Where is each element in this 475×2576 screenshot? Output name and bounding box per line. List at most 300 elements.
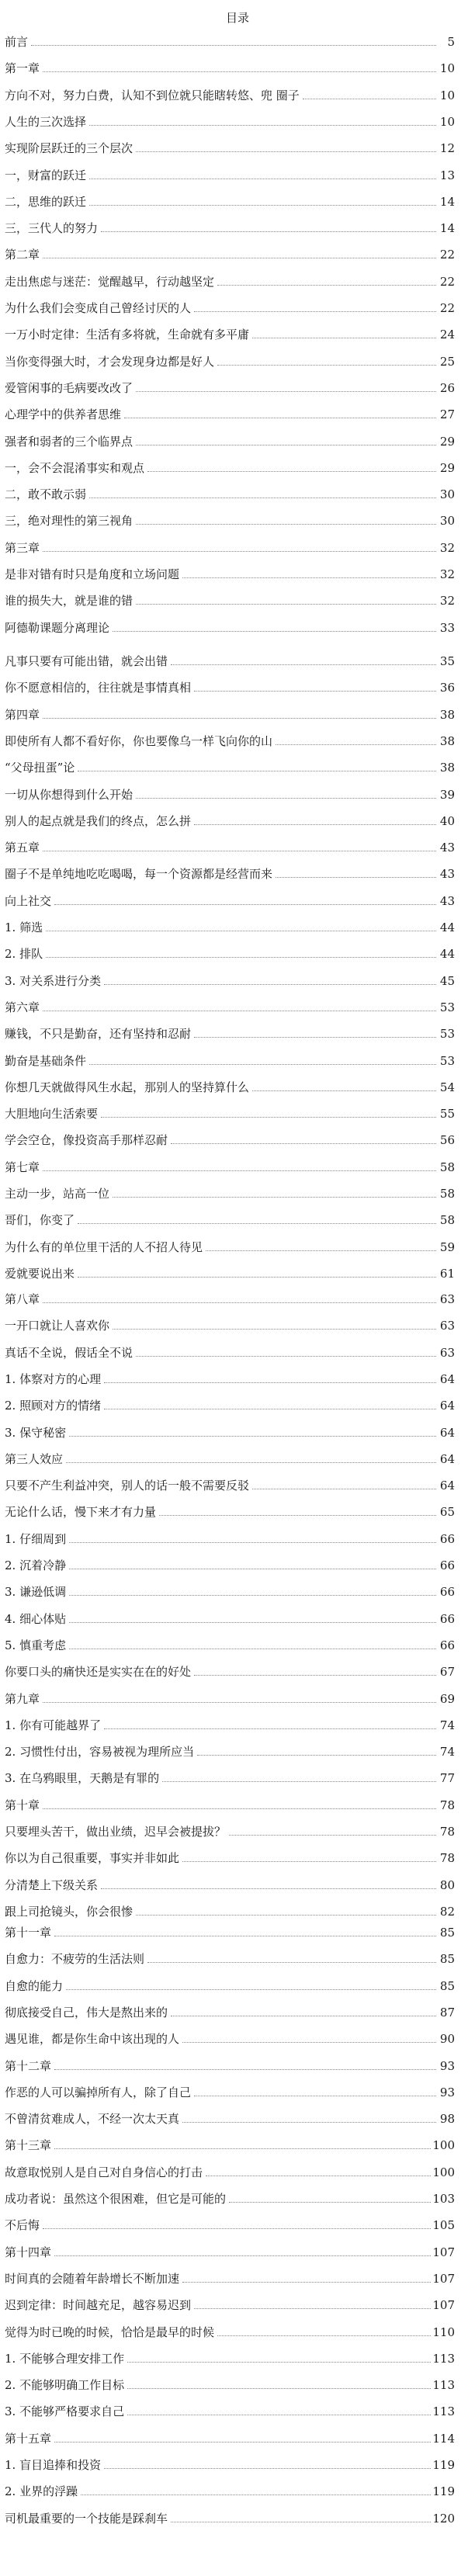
toc-entry[interactable] — [5, 647, 455, 669]
toc-leader-dots — [101, 1888, 436, 1889]
toc-entry-label: 大胆地向生活索要 — [5, 1107, 99, 1121]
toc-entry-page-number: 77 — [439, 1771, 455, 1785]
toc-entry-page-number: 78 — [439, 1851, 455, 1865]
toc-entry-page-number: 10 — [439, 115, 455, 129]
toc-entry-page-number: 103 — [432, 2192, 455, 2206]
toc-leader-dots — [136, 524, 436, 525]
toc-entry-page-number: 64 — [439, 1372, 455, 1386]
toc-entry[interactable] — [5, 1073, 455, 1095]
toc-entry-page-number: 110 — [432, 2325, 455, 2339]
toc-entry-label: 第十五章 — [5, 2432, 52, 2446]
toc-leader-dots — [194, 691, 436, 692]
toc-entry-page-number: 5 — [447, 35, 455, 49]
toc-entry-page-number: 63 — [439, 1346, 455, 1360]
toc-entry[interactable] — [5, 2078, 455, 2100]
toc-entry[interactable] — [5, 807, 455, 829]
toc-entry[interactable] — [5, 2371, 455, 2393]
toc-leader-dots — [217, 365, 436, 366]
toc-leader-dots — [89, 205, 436, 206]
toc-entry-label: 分清楚上下级关系 — [5, 1878, 99, 1892]
toc-entry[interactable] — [5, 1498, 455, 1520]
toc-entry-label: 第一章 — [5, 61, 40, 75]
toc-entry[interactable] — [5, 28, 455, 50]
toc-entry[interactable] — [5, 1738, 455, 1760]
toc-entry-label: 1. 筛选 — [5, 920, 43, 934]
toc-entry[interactable] — [5, 1791, 455, 1813]
toc-entry-label: 1. 盲目追捧和投资 — [5, 2458, 102, 2472]
toc-entry[interactable] — [5, 1126, 455, 1148]
toc-entry-label: 第九章 — [5, 1692, 40, 1706]
toc-entry-page-number: 119 — [432, 2458, 455, 2472]
toc-entry[interactable] — [5, 454, 455, 476]
toc-entry-page-number: 32 — [439, 567, 455, 581]
toc-entry-page-number: 64 — [439, 1426, 455, 1440]
toc-leader-dots — [113, 1329, 436, 1330]
toc-entry-page-number: 61 — [439, 1267, 455, 1281]
toc-entry-label: 觉得为时已晚的时候，恰恰是最早的时候 — [5, 2325, 215, 2339]
toc-entry-page-number: 113 — [432, 2404, 455, 2418]
toc-entry[interactable] — [5, 2265, 455, 2287]
toc-entry[interactable] — [5, 887, 455, 909]
toc-leader-dots — [101, 1117, 436, 1118]
toc-entry[interactable] — [5, 674, 455, 695]
toc-leader-dots — [229, 2202, 431, 2203]
toc-entry-page-number: 32 — [439, 541, 455, 555]
toc-leader-dots — [89, 125, 436, 126]
toc-leader-dots — [43, 718, 436, 719]
toc-entry-label: 1. 仔细周到 — [5, 1532, 67, 1546]
toc-leader-dots — [182, 2042, 436, 2043]
toc-entry-label: 2. 不能够明确工作目标 — [5, 2378, 125, 2392]
toc-entry-page-number: 25 — [439, 355, 455, 369]
toc-entry-label: 作恶的人可以骗掉所有人，除了自己 — [5, 2085, 192, 2099]
toc-entry-page-number: 33 — [439, 621, 455, 635]
toc-entry[interactable] — [5, 940, 455, 962]
toc-entry-page-number: 107 — [432, 2245, 455, 2259]
toc-entry[interactable] — [5, 480, 455, 502]
toc-leader-dots — [136, 445, 436, 446]
toc-entry[interactable] — [5, 1285, 455, 1307]
toc-entry[interactable] — [5, 400, 455, 422]
toc-entry-label: 前言 — [5, 35, 29, 49]
toc-entry[interactable] — [5, 1631, 455, 1653]
toc-entry-label: 勤奋是基础条件 — [5, 1054, 87, 1068]
toc-entry[interactable] — [5, 1020, 455, 1042]
toc-entry-page-number: 65 — [439, 1505, 455, 1519]
toc-entry-label: 5. 慎重考虑 — [5, 1638, 67, 1652]
toc-entry-page-number: 14 — [439, 195, 455, 209]
toc-entry-label: 第十章 — [5, 1798, 40, 1812]
toc-entry-page-number: 120 — [432, 2512, 455, 2526]
toc-leader-dots — [136, 391, 436, 392]
toc-leader-dots — [69, 1595, 436, 1596]
toc-entry[interactable] — [5, 348, 455, 369]
toc-entry[interactable] — [5, 507, 455, 529]
toc-entry-label: 哥们，你变了 — [5, 1213, 75, 1227]
toc-leader-dots — [101, 231, 436, 232]
toc-entry-page-number: 56 — [439, 1133, 455, 1147]
toc-entry-page-number: 100 — [432, 2138, 455, 2152]
toc-entry-label: 第十一章 — [5, 1926, 52, 1940]
toc-entry-page-number: 93 — [439, 2085, 455, 2099]
toc-entry-label: 心理学中的供养者思维 — [5, 407, 122, 421]
toc-entry[interactable] — [5, 1972, 455, 1994]
toc-leader-dots — [43, 1302, 436, 1303]
toc-entry-page-number: 63 — [439, 1319, 455, 1333]
toc-entry[interactable] — [5, 1047, 455, 1069]
toc-leader-dots — [113, 631, 436, 632]
toc-entry-page-number: 38 — [439, 708, 455, 722]
toc-leader-dots — [54, 2442, 431, 2443]
toc-entry[interactable] — [5, 294, 455, 316]
toc-entry-page-number: 35 — [439, 654, 455, 668]
toc-entry[interactable] — [5, 2291, 455, 2313]
toc-entry[interactable] — [5, 81, 455, 103]
toc-entry[interactable] — [5, 993, 455, 1015]
toc-entry-page-number: 10 — [439, 88, 455, 102]
toc-leader-dots — [113, 1197, 436, 1198]
toc-entry[interactable] — [5, 1658, 455, 1680]
toc-entry[interactable] — [5, 1999, 455, 2020]
toc-entry[interactable] — [5, 2211, 455, 2233]
toc-entry-page-number: 45 — [439, 974, 455, 988]
toc-entry-label: 学会空仓，像投资高手那样忍耐 — [5, 1133, 168, 1147]
toc-entry-label: 2. 沉着冷静 — [5, 1558, 67, 1572]
toc-entry-label: 第二章 — [5, 248, 40, 262]
toc-entry[interactable] — [5, 108, 455, 130]
toc-entry-label: 故意取悦别人是自己对自身信心的打击 — [5, 2165, 203, 2179]
toc-leader-dots — [217, 2335, 431, 2336]
toc-entry-page-number: 85 — [439, 1926, 455, 1940]
toc-entry[interactable] — [5, 1445, 455, 1467]
toc-entry[interactable] — [5, 241, 455, 262]
toc-entry-page-number: 39 — [439, 788, 455, 802]
toc-leader-dots — [54, 904, 436, 905]
toc-entry-label: 二，思维的跃迁 — [5, 195, 87, 209]
toc-entry[interactable] — [5, 321, 455, 342]
toc-entry[interactable] — [5, 2105, 455, 2127]
toc-entry-page-number: 27 — [439, 407, 455, 421]
toc-leader-dots — [136, 604, 436, 605]
toc-entry-label: 别人的起点就是我们的终点，怎么拼 — [5, 814, 192, 828]
toc-entry[interactable] — [5, 54, 455, 76]
toc-entry-label: 第六章 — [5, 1000, 40, 1014]
toc-entry-page-number: 107 — [432, 2298, 455, 2312]
toc-entry-label: 只要不产生利益冲突，别人的话一般不需要反驳 — [5, 1479, 250, 1493]
toc-entry[interactable] — [5, 1525, 455, 1547]
toc-entry[interactable] — [5, 2052, 455, 2074]
toc-entry-label: 不后悔 — [5, 2218, 40, 2232]
toc-entry[interactable] — [5, 1764, 455, 1786]
toc-entry-page-number: 66 — [439, 1612, 455, 1626]
toc-leader-dots — [182, 577, 436, 578]
toc-entry[interactable] — [5, 134, 455, 156]
toc-entry-page-number: 107 — [432, 2272, 455, 2286]
toc-entry[interactable] — [5, 2158, 455, 2180]
toc-leader-dots — [162, 1781, 436, 1782]
toc-entry-page-number: 12 — [439, 141, 455, 155]
toc-entry-page-number: 26 — [439, 381, 455, 395]
toc-entry-page-number: 64 — [439, 1452, 455, 1466]
toc-entry[interactable] — [5, 2238, 455, 2260]
toc-entry-label: 司机最重要的一个技能是踩刹车 — [5, 2512, 168, 2526]
toc-leader-dots — [194, 1675, 436, 1676]
toc-entry-label: 为什么有的单位里干活的人不招人待见 — [5, 1240, 203, 1254]
toc-entry-page-number: 66 — [439, 1532, 455, 1546]
toc-entry-label: 遇见谁，都是你生命中该出现的人 — [5, 2032, 180, 2046]
toc-entry-page-number: 64 — [439, 1479, 455, 1493]
toc-entry-label: 2. 业界的浮躁 — [5, 2484, 78, 2498]
toc-entry[interactable] — [5, 2451, 455, 2473]
toc-entry-page-number: 55 — [439, 1107, 455, 1121]
toc-entry-label: 圈子不是单纯地吃吃喝喝，每一个资源都是经营而来 — [5, 867, 273, 881]
toc-entry[interactable] — [5, 1392, 455, 1413]
toc-entry[interactable] — [5, 1339, 455, 1361]
toc-entry-page-number: 66 — [439, 1585, 455, 1599]
toc-entry[interactable] — [5, 1472, 455, 1493]
toc-entry[interactable] — [5, 161, 455, 183]
toc-entry[interactable] — [5, 2505, 455, 2526]
toc-entry-page-number: 100 — [432, 2165, 455, 2179]
toc-entry-label: 三，三代人的努力 — [5, 221, 99, 235]
toc-entry-page-number: 14 — [439, 221, 455, 235]
toc-entry[interactable] — [5, 1871, 455, 1893]
toc-entry-page-number: 32 — [439, 594, 455, 608]
toc-entry-page-number: 90 — [439, 2032, 455, 2046]
toc-entry[interactable] — [5, 1233, 455, 1255]
toc-entry-label: 一切从你想得到什么开始 — [5, 788, 133, 802]
toc-entry-label: 只要埋头苦干，做出业绩，迟早会被提拔？ — [5, 1825, 227, 1839]
toc-entry-page-number: 54 — [439, 1080, 455, 1094]
toc-entry[interactable] — [5, 2185, 455, 2207]
toc-leader-dots — [66, 1462, 436, 1463]
toc-entry[interactable] — [5, 1419, 455, 1441]
toc-entry-label: 第八章 — [5, 1292, 40, 1306]
toc-entry-page-number: 74 — [439, 1745, 455, 1759]
toc-entry-label: 你要口头的痛快还是实实在在的好处 — [5, 1665, 192, 1679]
toc-entry-page-number: 74 — [439, 1718, 455, 1732]
toc-entry[interactable] — [5, 754, 455, 775]
toc-leader-dots — [194, 311, 436, 312]
toc-leader-dots — [104, 1728, 436, 1729]
toc-entry[interactable] — [5, 967, 455, 989]
toc-entry-label: 无论什么话，慢下来才有力量 — [5, 1505, 157, 1519]
toc-entry-page-number: 40 — [439, 814, 455, 828]
toc-entry-label: 是非对错有时只是角度和立场问题 — [5, 567, 180, 581]
toc-entry[interactable] — [5, 2025, 455, 2047]
toc-entry-page-number: 113 — [432, 2352, 455, 2366]
toc-entry[interactable] — [5, 1844, 455, 1866]
toc-entry-page-number: 30 — [439, 514, 455, 528]
toc-entry-label: 不曾清贫难成人，不经一次太天真 — [5, 2112, 180, 2126]
toc-entry-label: 一，会不会混淆事实和观点 — [5, 461, 145, 475]
toc-entry-page-number: 78 — [439, 1798, 455, 1812]
toc-entry[interactable] — [5, 614, 455, 636]
toc-entry-label: 3. 对关系进行分类 — [5, 974, 102, 988]
toc-entry-label: 实现阶层跃迁的三个层次 — [5, 141, 133, 155]
toc-leader-dots — [182, 2122, 436, 2123]
toc-entry-page-number: 85 — [439, 1979, 455, 1993]
toc-entry[interactable] — [5, 781, 455, 803]
toc-entry-label: 主动一步，站高一位 — [5, 1187, 110, 1201]
toc-entry[interactable] — [5, 1711, 455, 1733]
toc-entry-page-number: 63 — [439, 1292, 455, 1306]
toc-entry-label: 真话不全说，假话全不说 — [5, 1346, 133, 1360]
toc-entry-page-number: 66 — [439, 1558, 455, 1572]
toc-entry-label: 彻底接受自己，伟大是熬出来的 — [5, 2006, 168, 2020]
toc-entry[interactable] — [5, 1551, 455, 1573]
toc-entry-page-number: 44 — [439, 947, 455, 961]
toc-entry[interactable] — [5, 1898, 455, 1919]
toc-leader-dots — [217, 285, 436, 286]
toc-entry-label: 3. 不能够严格要求自己 — [5, 2404, 125, 2418]
toc-leader-dots — [229, 1835, 436, 1836]
toc-leader-dots — [54, 2148, 431, 2149]
toc-entry-label: 成功者说：虽然这个很困难，但它是可能的 — [5, 2192, 227, 2206]
toc-entry-page-number: 114 — [432, 2432, 455, 2446]
toc-entry-label: 第十三章 — [5, 2138, 52, 2152]
toc-entry-page-number: 80 — [439, 1878, 455, 1892]
toc-entry-page-number: 13 — [439, 168, 455, 182]
toc-entry-page-number: 66 — [439, 1638, 455, 1652]
toc-entry-page-number: 38 — [439, 761, 455, 775]
toc-entry-page-number: 93 — [439, 2059, 455, 2073]
toc-entry-label: 你以为自己很重要，事实并非如此 — [5, 1851, 180, 1865]
toc-leader-dots — [276, 744, 436, 745]
toc-entry[interactable] — [5, 2477, 455, 2499]
toc-entry[interactable] — [5, 2345, 455, 2366]
toc-entry[interactable] — [5, 1919, 455, 1940]
toc-leader-dots — [136, 1356, 436, 1357]
toc-leader-dots — [69, 1542, 436, 1543]
toc-entry-page-number: 29 — [439, 435, 455, 449]
toc-entry-label: 跟上司抢镜头，你会很惨 — [5, 1905, 133, 1919]
toc-leader-dots — [66, 1989, 436, 1990]
toc-leader-dots — [171, 664, 436, 665]
toc-entry[interactable] — [5, 727, 455, 749]
toc-entry-label: 一，财富的跃迁 — [5, 168, 87, 182]
toc-entry[interactable] — [5, 1818, 455, 1839]
toc-entry-page-number: 64 — [439, 1399, 455, 1413]
toc-leader-dots — [104, 2468, 431, 2469]
toc-entry[interactable] — [5, 188, 455, 210]
toc-entry[interactable] — [5, 1180, 455, 1201]
toc-entry-label: 凡事只要有可能出错，就会出错 — [5, 654, 168, 668]
toc-leader-dots — [182, 2282, 431, 2283]
toc-entry-page-number: 43 — [439, 867, 455, 881]
toc-entry[interactable] — [5, 560, 455, 582]
toc-entry-page-number: 43 — [439, 841, 455, 855]
toc-entry-label: 一开口就让人喜欢你 — [5, 1319, 110, 1333]
toc-entry-page-number: 44 — [439, 920, 455, 934]
toc-leader-dots — [127, 2388, 431, 2389]
toc-entry-label: 你不愿意相信的，往往就是事情真相 — [5, 681, 192, 695]
toc-entry-page-number: 24 — [439, 328, 455, 342]
toc-leader-dots — [194, 1037, 436, 1038]
toc-entry[interactable] — [5, 1153, 455, 1175]
toc-entry-page-number: 87 — [439, 2006, 455, 2020]
toc-entry[interactable] — [5, 701, 455, 723]
toc-entry[interactable] — [5, 1685, 455, 1707]
toc-entry-page-number: 85 — [439, 1952, 455, 1966]
toc-leader-dots — [43, 1702, 436, 1703]
toc-leader-dots — [252, 1090, 436, 1091]
toc-entry-label: 爱就要说出来 — [5, 1267, 75, 1281]
toc-leader-dots — [147, 1962, 436, 1963]
toc-entry[interactable] — [5, 2318, 455, 2340]
toc-entry-label: 迟到定律：时间越充足，越容易迟到 — [5, 2298, 192, 2312]
toc-entry-label: 即使所有人都不看好你，你也要像乌一样飞向你的山 — [5, 734, 273, 748]
toc-entry-page-number: 22 — [439, 275, 455, 289]
toc-entry[interactable] — [5, 860, 455, 882]
toc-entry[interactable] — [5, 534, 455, 556]
toc-entry[interactable] — [5, 2131, 455, 2153]
toc-entry-label: 第五章 — [5, 841, 40, 855]
toc-entry-label: 你想几天就做得风生水起，那别人的坚持算什么 — [5, 1080, 250, 1094]
toc-entry-page-number: 69 — [439, 1692, 455, 1706]
toc-entry[interactable] — [5, 1206, 455, 1228]
toc-entry[interactable] — [5, 1578, 455, 1600]
toc-entry-page-number: 29 — [439, 461, 455, 475]
toc-entry-page-number: 38 — [439, 734, 455, 748]
toc-entry-page-number: 43 — [439, 894, 455, 908]
toc-leader-dots — [43, 1170, 436, 1171]
toc-leader-dots — [78, 1223, 436, 1224]
toc-entry-label: 强者和弱者的三个临界点 — [5, 435, 133, 449]
toc-entry-page-number: 105 — [432, 2218, 455, 2232]
toc-entry-label: 第三人效应 — [5, 1452, 64, 1466]
toc-entry-page-number: 30 — [439, 487, 455, 501]
toc-entry-label: 自愈的能力 — [5, 1979, 64, 1993]
toc-entry[interactable] — [5, 428, 455, 449]
toc-entry-label: 赚钱，不只是勤奋，还有坚持和忍耐 — [5, 1027, 192, 1041]
toc-entry-page-number: 67 — [439, 1665, 455, 1679]
toc-entry-label: 方向不对，努力白费，认知不到位就只能瞎转悠、兜 圈子 — [5, 88, 300, 102]
toc-leader-dots — [197, 1755, 436, 1756]
toc-entry-label: 为什么我们会变成自己曾经讨厌的人 — [5, 301, 192, 315]
toc-entry-page-number: 58 — [439, 1187, 455, 1201]
toc-entry-label: 2. 排队 — [5, 947, 43, 961]
toc-entry-page-number: 82 — [439, 1905, 455, 1919]
toc-entry[interactable] — [5, 1312, 455, 1333]
toc-entry[interactable] — [5, 1260, 455, 1281]
toc-entry[interactable] — [5, 1365, 455, 1387]
toc-entry[interactable] — [5, 1605, 455, 1627]
toc-entry-label: 1. 不能够合理安排工作 — [5, 2352, 125, 2366]
toc-entry[interactable] — [5, 2425, 455, 2446]
toc-entry-label: 谁的损失大，就是谁的错 — [5, 594, 133, 608]
toc-entry[interactable] — [5, 834, 455, 855]
toc-entry-label: 自愈力：不疲劳的生活法则 — [5, 1952, 145, 1966]
toc-leader-dots — [69, 1436, 436, 1437]
toc-entry[interactable] — [5, 214, 455, 236]
toc-entry[interactable] — [5, 587, 455, 608]
toc-entry[interactable] — [5, 374, 455, 396]
toc-entry-label: 3. 谦逊低调 — [5, 1585, 67, 1599]
toc-leader-dots — [127, 2362, 431, 2363]
toc-entry-label: 时间真的会随着年龄增长不断加速 — [5, 2272, 180, 2286]
toc-leader-dots — [78, 1277, 436, 1278]
toc-entry-label: 第十四章 — [5, 2245, 52, 2259]
toc-leader-dots — [147, 471, 436, 472]
toc-entry[interactable] — [5, 1945, 455, 1967]
toc-entry[interactable] — [5, 268, 455, 289]
toc-entry-page-number: 22 — [439, 248, 455, 262]
toc-entry[interactable] — [5, 1100, 455, 1122]
toc-entry[interactable] — [5, 2397, 455, 2419]
toc-entry[interactable] — [5, 914, 455, 935]
toc-leader-dots — [276, 877, 436, 878]
